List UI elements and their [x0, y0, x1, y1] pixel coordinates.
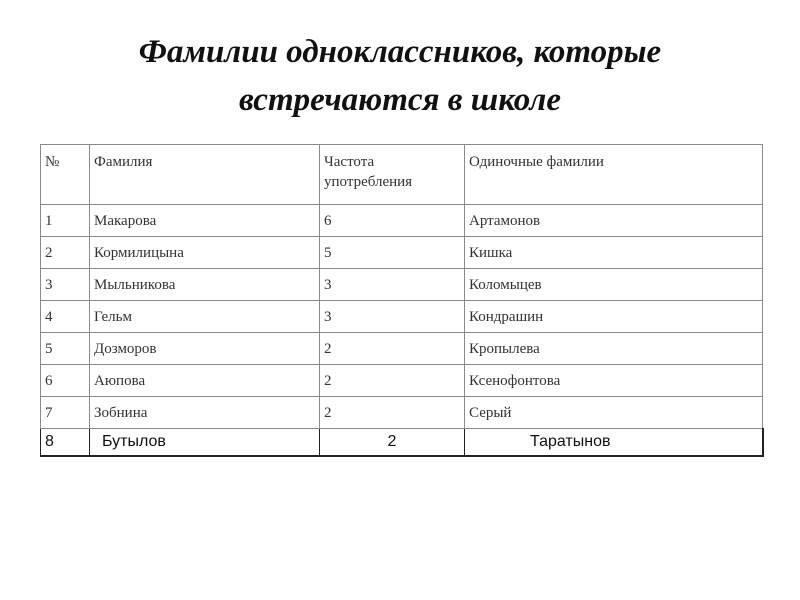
- header-surname: Фамилия: [90, 145, 320, 205]
- table-row: [41, 333, 763, 365]
- cell-frequency: 2: [320, 333, 465, 365]
- cell-single-surname: Серый: [465, 397, 763, 429]
- cell-surname: Зобнина: [90, 397, 320, 429]
- table-row: [41, 205, 763, 237]
- cell-surname: Гельм: [90, 301, 320, 333]
- cell-number: 3: [41, 269, 90, 301]
- cell-number: 1: [41, 205, 90, 237]
- surnames-table: [40, 144, 764, 457]
- header-number: №: [41, 145, 90, 205]
- cell-surname: Мыльникова: [90, 269, 320, 301]
- cell-number: 6: [41, 365, 90, 397]
- cell-number: 8: [41, 429, 90, 456]
- cell-surname: Макарова: [90, 205, 320, 237]
- cell-number: 7: [41, 397, 90, 429]
- cell-single-surname: Коломыцев: [465, 269, 763, 301]
- cell-single-surname: Таратынов: [465, 429, 763, 456]
- cell-frequency: 3: [320, 301, 465, 333]
- cell-surname: Аюпова: [90, 365, 320, 397]
- table-row: [41, 269, 763, 301]
- header-single-surnames: Одиночные фамилии: [465, 145, 763, 205]
- table-row: [41, 237, 763, 269]
- page-title-line-2: встречаются в школе: [238, 82, 562, 118]
- cell-frequency: 3: [320, 269, 465, 301]
- cell-surname: Дозморов: [90, 333, 320, 365]
- table-row: [41, 397, 763, 429]
- page-title: [0, 28, 800, 124]
- page-title-line-1: Фамилии одноклассников, которые: [138, 34, 662, 70]
- table-row: [41, 429, 763, 456]
- cell-frequency: 2: [320, 397, 465, 429]
- table-row: [41, 301, 763, 333]
- header-frequency: Частота употребления: [320, 145, 465, 205]
- cell-frequency: 2: [320, 429, 465, 456]
- cell-single-surname: Кишка: [465, 237, 763, 269]
- cell-frequency: 5: [320, 237, 465, 269]
- cell-number: 4: [41, 301, 90, 333]
- cell-single-surname: Ксенофонтова: [465, 365, 763, 397]
- surnames-table-container: [40, 144, 762, 457]
- cell-single-surname: Кропылева: [465, 333, 763, 365]
- table-row: [41, 365, 763, 397]
- cell-single-surname: Кондрашин: [465, 301, 763, 333]
- cell-surname: Бутылов: [90, 429, 320, 456]
- cell-surname: Кормилицына: [90, 237, 320, 269]
- cell-frequency: 2: [320, 365, 465, 397]
- cell-number: 2: [41, 237, 90, 269]
- table-header-row: [41, 145, 763, 205]
- cell-frequency: 6: [320, 205, 465, 237]
- cell-single-surname: Артамонов: [465, 205, 763, 237]
- cell-number: 5: [41, 333, 90, 365]
